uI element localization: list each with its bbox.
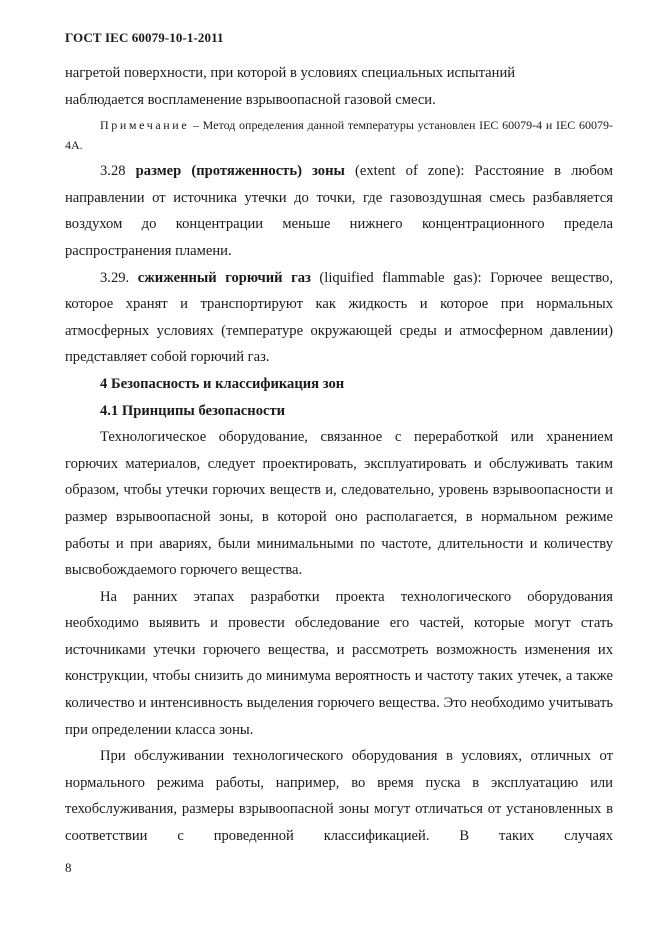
definition-3-28 <box>65 158 613 264</box>
paragraph-continuation <box>65 60 613 113</box>
paragraph-line: нагретой поверхности, при которой в условиях специальных испытаний <box>65 65 516 81</box>
section-heading: 4 Безопасность и классификация зон <box>100 375 345 392</box>
definition-3-29 <box>65 265 613 371</box>
definition-english: (extent of zone): <box>344 163 475 180</box>
definition-text: Горючее вещество, которое хранят и транспортируют как жидкость и которое при нормальных атмосферных условиях (температуре окружающей среды и атмосферном давлении) представляет собой горючий газ. <box>65 269 613 366</box>
document-header: ГОСТ IEC 60079-10-1-2011 <box>65 30 224 45</box>
body-paragraph: На ранних этапах разработки проекта технологического оборудования необходимо выявить и провести обследование его частей, которые могут стать источниками утечки горючего вещества, и рассмотреть возможность изменения их конструкции, чтобы снизить до минимума вероятность и частоту таких утечек, а также количество и интенсивность выделения горючего вещества. Это необходимо учитывать при определении класса зоны. <box>65 588 613 738</box>
page-number: 8 <box>65 860 72 875</box>
definition-text: Расстояние в любом направлении от источника утечки до точки, где газовоздушная смесь разбавляется воздухом до концентрации меньше нижнего концентрационного предела распространения пламени. <box>65 163 614 259</box>
paragraph-line: наблюдается воспламенение взрывоопасной газовой смеси. <box>65 91 436 108</box>
document-body <box>65 60 613 850</box>
note-label: Примечание <box>100 118 190 133</box>
definition-number: 3.29. <box>100 269 138 286</box>
body-paragraph: Технологическое оборудование, связанное с переработкой или хранением горючих материалов, следует проектировать, эксплуатировать и обслуживать таким образом, чтобы утечки горючих веществ и, следовательно, уровень взрывоопасности и размер взрывоопасной зоны, в которой оно располагается, в нормальном режиме работы и при авариях, были минимальными по частоте, длительности и количеству высвобождаемого горючего вещества. <box>65 429 613 579</box>
definition-term: размер (протяженность) зоны <box>135 163 345 180</box>
body-paragraph: При обслуживании технологического оборудования в условиях, отличных от нормального режима работы, например, во время пуска в эксплуатацию или техобслуживания, размеры взрывоопасной зоны могут отличаться от установленных в соответствии с проведенной классификацией. В таких случаях <box>65 748 613 845</box>
definition-term: сжиженный горючий газ <box>137 269 311 286</box>
definition-english: (liquified flammable gas): <box>310 269 491 286</box>
definition-number: 3.28 <box>100 163 136 180</box>
subsection-heading: 4.1 Принципы безопасности <box>100 402 286 419</box>
note <box>65 113 613 158</box>
note-text: – Метод определения данной температуры установлен IEC 60079-4 и IEC 60079-4А. <box>65 118 613 153</box>
